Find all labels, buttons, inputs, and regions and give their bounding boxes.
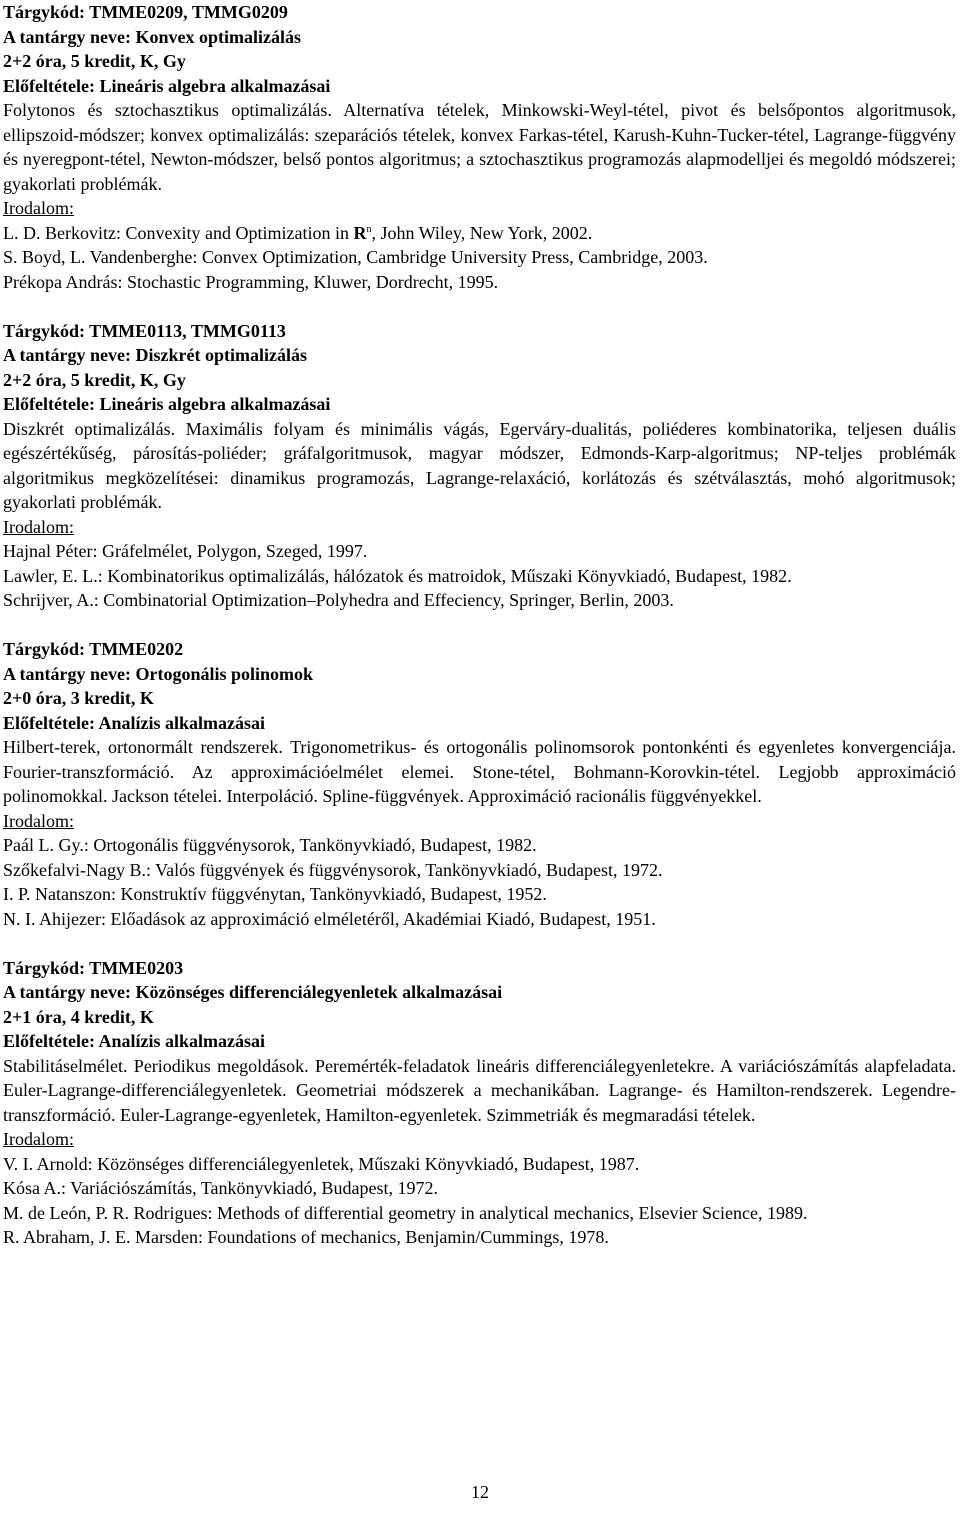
description-body: Maximális folyam és minimális vágás, Egerváry-dualitás, poliéderes kombinatorika, teljesen duális egészértékűség, párosítás-poliéder; gráfalgoritmusok, magyar módszer, Edmonds-Karp-algoritmus; NP-teljes problémák algoritmikus megközelítései: dinamikus programozás, Lagrange-relaxáció, korlátozás és szétválasztás, mohó algoritmusok; gyakorlati problémák. [3, 418, 956, 512]
course-hours: 2+2 óra, 5 kredit, K, Gy [3, 369, 186, 390]
reference-text: , John Wiley, New York, 2002. [371, 222, 593, 243]
course-code: Tárgykód: TMME0202 [3, 639, 184, 659]
course-name: A tantárgy neve: Közönséges differenciálegyenletek alkalmazásai [3, 982, 503, 1002]
reference-item: Prékopa András: Stochastic Programming, Kluwer, Dordrecht, 1995. [3, 271, 499, 292]
reference-item: Szőkefalvi-Nagy B.: Valós függvények és függvénysorok, Tankönyvkiadó, Budapest, 1972. [3, 859, 663, 880]
course-hours: 2+0 óra, 3 kredit, K [3, 688, 154, 708]
course-block-tmme0113 [3, 319, 956, 613]
course-hours: 2+2 óra, 5 kredit, K, Gy [3, 51, 186, 71]
course-prerequisite: Előfeltétele: Lineáris algebra alkalmazásai [3, 394, 331, 414]
reference-item: V. I. Arnold: Közönséges differenciálegyenletek, Műszaki Könyvkiadó, Budapest, 1987. [3, 1153, 640, 1174]
course-description: Hilbert-terek, ortonormált rendszerek. Trigonometrikus- és ortogonális polinomsorok pontonkénti és egyenletes konvergenciája. Fourier-transzformáció. Az approximációelmélet elemei. Stone-tétel, Bohmann-Korovkin-tétel. Legjobb approximáció polinomokkal. Jackson tételei. Interpoláció. Spline-függvények. Approximáció racionális függvényekkel. [3, 737, 956, 806]
course-description: Stabilitáselmélet. Periodikus megoldások. Peremérték-feladatok lineáris differenciálegyenletekre. A variációszámítás alapfeladata. Euler-Lagrange-differenciálegyenletek. Geometriai módszerek a mechanikában. Lagrange- és Hamilton-rendszerek. Legendre-transzformáció. Euler-Lagrange-egyenletek, Hamilton-egyenletek. Szimmetriák és megmaradási tételek. [3, 1055, 956, 1125]
references-label: Irodalom: [3, 1129, 74, 1149]
course-name: A tantárgy neve: Ortogonális polinomok [3, 663, 314, 684]
course-description [3, 98, 956, 196]
course-prerequisite: Előfeltétele: Analízis alkalmazásai [3, 1031, 265, 1051]
reference-item: Lawler, E. L.: Kombinatorikus optimalizálás, hálózatok és matroidok, Műszaki Könyvkiadó, Budapest, 1982. [3, 565, 792, 586]
reference-item: R. Abraham, J. E. Marsden: Foundations of mechanics, Benjamin/Cummings, 1978. [3, 1227, 609, 1247]
references-label: Irodalom: [3, 516, 74, 537]
course-name: A tantárgy neve: Konvex optimalizálás [3, 26, 301, 47]
course-block-tmme0203 [3, 956, 956, 1250]
reference-item: Paál L. Gy.: Ortogonális függvénysorok, Tankönyvkiadó, Budapest, 1982. [3, 835, 537, 855]
reference-item: Kósa A.: Variációszámítás, Tankönyvkiadó, Budapest, 1972. [3, 1178, 439, 1198]
description-body: Alternatíva tételek, Minkowski-Weyl-tétel, pivot és belsőpontos algoritmusok, ellipszoid-módszer; konvex optimalizálás: szeparációs tételek, konvex Farkas-tétel, Karush-Kuhn-Tucker-tétel, Lagrange-függvény és nyeregpont-tétel, Newton-módszer, belső pontos algoritmus; a sztochasztikus programozás alapmodelljei és megoldó módszerei; gyakorlati problémák. [3, 100, 956, 194]
reference-item: S. Boyd, L. Vandenberghe: Convex Optimization, Cambridge University Press, Cambridge, 2003. [3, 247, 708, 267]
references-list [3, 221, 956, 295]
course-prerequisite: Előfeltétele: Lineáris algebra alkalmazásai [3, 75, 331, 96]
document-page [3, 0, 956, 1274]
reals-symbol: R [353, 222, 367, 243]
description-lead: Folytonos és sztochasztikus optimalizálás. [3, 100, 332, 120]
course-block-tmme0202 [3, 637, 956, 931]
references-list [3, 1152, 956, 1250]
course-description [3, 417, 956, 515]
reference-item: M. de León, P. R. Rodrigues: Methods of differential geometry in analytical mechanics, Elsevier Science, 1989. [3, 1202, 808, 1223]
references-label: Irodalom: [3, 810, 74, 831]
course-name: A tantárgy neve: Diszkrét optimalizálás [3, 345, 307, 365]
reference-item: Hajnal Péter: Gráfelmélet, Polygon, Szeged, 1997. [3, 541, 368, 561]
course-code: Tárgykód: TMME0113, TMMG0113 [3, 320, 286, 341]
course-block-tmme0209 [3, 0, 956, 294]
references-list [3, 539, 956, 613]
dimension-superscript: n [366, 223, 372, 235]
references-label: Irodalom: [3, 198, 74, 218]
reference-item: Schrijver, A.: Combinatorial Optimization–Polyhedra and Effeciency, Springer, Berlin, 2003. [3, 590, 674, 610]
course-hours: 2+1 óra, 4 kredit, K [3, 1006, 154, 1027]
course-code: Tárgykód: TMME0209, TMMG0209 [3, 2, 288, 22]
page-number: 12 [471, 1482, 489, 1502]
reference-item [3, 221, 956, 246]
course-prerequisite: Előfeltétele: Analízis alkalmazásai [3, 712, 265, 733]
references-list [3, 833, 956, 931]
reference-text: L. D. Berkovitz: Convexity and Optimization in [3, 222, 354, 243]
description-lead: Diszkrét optimalizálás. [3, 418, 176, 439]
course-code: Tárgykód: TMME0203 [3, 957, 184, 978]
reference-item: I. P. Natanszon: Konstruktív függvénytan, Tankönyvkiadó, Budapest, 1952. [3, 884, 547, 904]
reference-item: N. I. Ahijezer: Előadások az approximáció elméletéről, Akadémiai Kiadó, Budapest, 1951. [3, 908, 656, 929]
